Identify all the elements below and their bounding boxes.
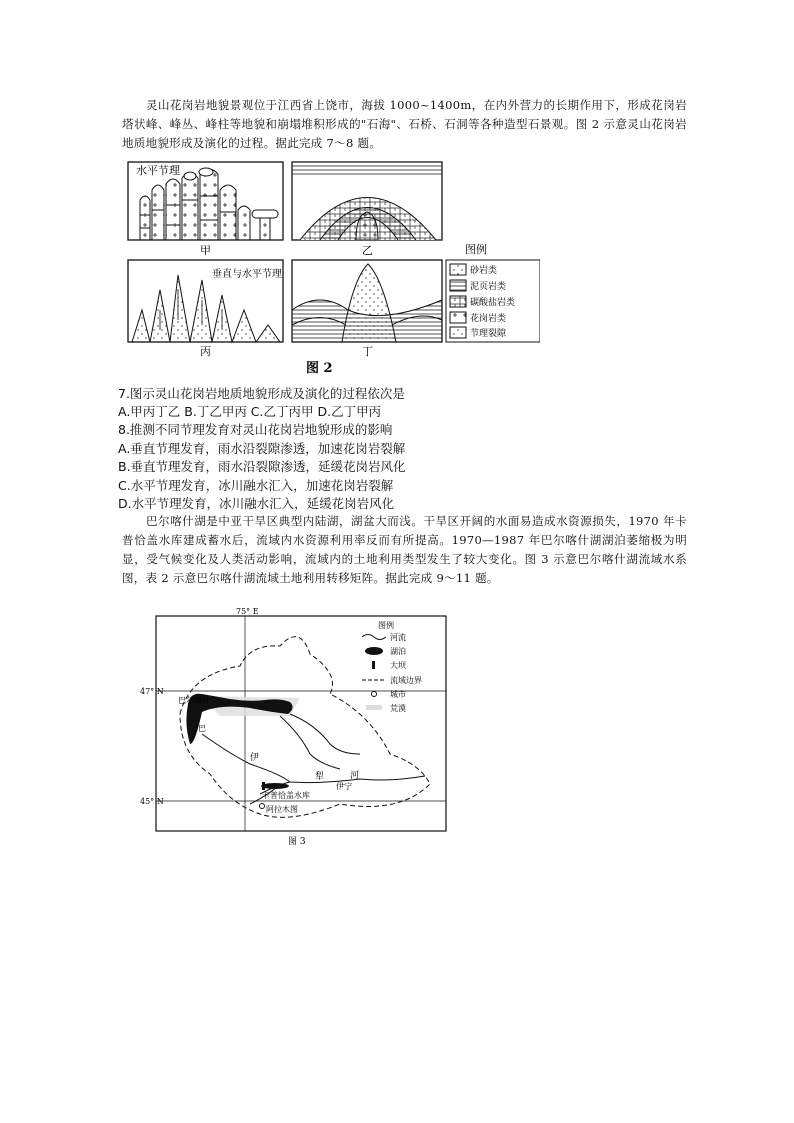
legend-title: 图例 — [465, 243, 487, 256]
question-8-option-b: B.垂直节理发育，雨水沿裂隙渗透，延缓花岗岩风化 — [118, 459, 406, 474]
label-li: 犁 — [315, 772, 325, 782]
label-almaty: 阿拉木图 — [266, 805, 298, 814]
panel-label-ding: 丁 — [362, 345, 373, 358]
label-balkhash: 巴尔喀什 — [178, 696, 210, 705]
figure2-legend — [446, 242, 540, 342]
legend-sandstone: 砂岩类 — [470, 266, 498, 276]
panel-label-yi: 乙 — [362, 244, 373, 257]
panel-label-jia: 甲 — [200, 244, 211, 257]
label-horizontal-joint: 水平节理 — [136, 164, 180, 177]
panel-yi — [292, 162, 442, 240]
legend-lake: 湖泊 — [390, 647, 406, 656]
panel-ding — [292, 260, 442, 342]
figure3-caption: 图 3 — [288, 837, 306, 847]
question-8-option-d: D.水平节理发育，冰川融水汇入，延缓花岗岩风化 — [118, 496, 395, 511]
legend-boundary: 流域边界 — [390, 676, 422, 685]
label-kapchagay-reservoir: 卡普恰盖水库 — [262, 791, 310, 800]
label-yining: 伊宁 — [336, 782, 352, 791]
lat-47-label: 47° N — [140, 687, 164, 696]
label-ba: 巴 — [198, 724, 206, 733]
figure-3-balkhash-map — [140, 604, 455, 849]
question-8: 8.推测不同节理发育对灵山花岗岩地貌形成的影响 — [118, 422, 393, 437]
label-he: 河 — [350, 771, 360, 781]
reservoir — [261, 783, 289, 789]
lat-45-label: 45° N — [140, 797, 164, 806]
legend-shale: 泥页岩类 — [470, 282, 507, 292]
city-almaty-icon — [260, 804, 265, 809]
label-vertical-horizontal-joint: 垂直与水平节理 — [212, 269, 282, 280]
figure-2-geology-diagram — [120, 160, 540, 375]
label-yi: 伊 — [250, 753, 260, 763]
question-8-option-a: A.垂直节理发育，雨水沿裂隙渗透，加速花岗岩裂解 — [118, 441, 406, 456]
figure2-caption: 图 2 — [306, 361, 333, 375]
legend-granite: 花岗岩类 — [470, 314, 507, 324]
legend-desert: 荒漠 — [390, 704, 406, 713]
legend-river: 河流 — [390, 633, 406, 642]
question-7: 7.图示灵山花岗岩地质地貌形成及演化的过程依次是 — [118, 386, 405, 401]
passage-balkhash: 巴尔喀什湖是中亚干旱区典型内陆湖，湖盆大而浅。干旱区开阔的水面易造成水资源损失，1970 年卡普恰盖水库建成蓄水后，流域内水资源利用率反而有所提高。1970—1987 年巴尔喀什湖湖泊萎缩极为明显，受气候变化及人类活动影响，流域内的土地利用类型发生了较大变化。图 3 示意巴尔喀什湖流域水系图，表 2 示意巴尔喀什湖流域土地利用转移矩阵。据此完成 9～11 题。 — [122, 514, 687, 585]
legend-carbonate: 碳酸盐岩类 — [470, 298, 516, 308]
passage-lingshan: 灵山花岗岩地貌景观位于江西省上饶市，海拔 1000~1400m，在内外营力的长期作用下，形成花岗岩塔状峰、峰丛、峰柱等地貌和崩塌堆积形成的"石海"、石桥、石洞等各种造型石景观。图 2 示意灵山花岗岩地质地貌形成及演化的过程。据此完成 7～8 题。 — [122, 98, 687, 150]
legend-joint-fissure: 节理裂隙 — [470, 329, 507, 339]
question-8-option-c: C.水平节理发育，冰川融水汇入，加速花岗岩裂解 — [118, 478, 394, 493]
panel-label-bing: 丙 — [200, 345, 211, 358]
dam-icon — [262, 782, 265, 790]
longitude-label: 75° E — [236, 607, 259, 616]
legend3-title: 图例 — [378, 621, 394, 630]
legend-dam: 大坝 — [390, 661, 406, 670]
legend-city: 城市 — [390, 690, 406, 699]
question-7-options: A.甲丙丁乙 B.丁乙甲丙 C.乙丁丙甲 D.乙丁甲丙 — [118, 404, 382, 419]
